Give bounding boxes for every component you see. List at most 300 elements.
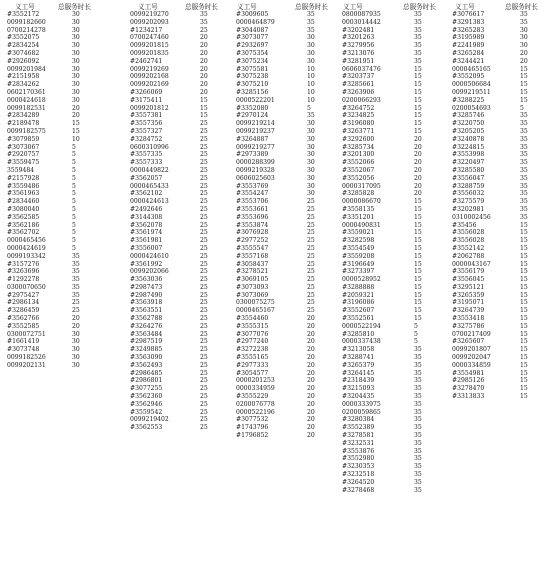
service-hours-cell: 20 [307, 400, 315, 408]
service-hours-cell: 15 [520, 252, 528, 260]
service-hours-cell: 30 [307, 49, 315, 57]
service-hours-cell: 15 [414, 112, 422, 120]
volunteer-id-cell: #3552142 [452, 244, 485, 252]
volunteer-id-cell: #3244421 [452, 57, 485, 65]
volunteer-id-cell: #3557333 [130, 159, 163, 167]
service-hours-cell: 35 [414, 400, 422, 408]
header-id-5: 义工号 [455, 3, 475, 11]
volunteer-id-cell: 0099219277 [236, 143, 275, 151]
service-hours-cell: 25 [200, 182, 208, 190]
volunteer-id-cell: #2059321 [342, 291, 375, 299]
service-hours-cell: 20 [200, 49, 208, 57]
volunteer-id-cell: #3552172 [7, 11, 40, 18]
service-hours-cell: 35 [520, 166, 528, 174]
service-hours-cell: 25 [307, 205, 315, 213]
volunteer-id-cell: 0099219402 [130, 416, 169, 424]
volunteer-id-cell: 0099219328 [236, 166, 275, 174]
volunteer-id-cell: 0606037476 [342, 65, 381, 73]
service-hours-cell: 25 [200, 198, 208, 206]
service-hours-cell: 15 [520, 346, 528, 354]
volunteer-id-cell: #3054577 [236, 369, 269, 377]
service-hours-cell: 25 [200, 416, 208, 424]
service-hours-cell: 25 [307, 283, 315, 291]
volunteer-id-cell: #3563484 [130, 330, 163, 338]
volunteer-id-cell: #3295121 [452, 283, 485, 291]
volunteer-id-cell: 0000337438 [342, 338, 381, 346]
volunteer-id-cell: #3556007 [130, 244, 163, 252]
service-hours-cell: 20 [72, 315, 80, 323]
volunteer-id-cell: #2318439 [342, 377, 375, 385]
service-hours-cell: 15 [414, 283, 422, 291]
volunteer-id-cell: #3552075 [7, 34, 40, 42]
service-hours-cell: 5 [72, 159, 76, 167]
service-hours-cell: 15 [520, 354, 528, 362]
service-hours-cell: 35 [307, 11, 315, 18]
volunteer-id-cell: 0099182660 [7, 18, 46, 26]
volunteer-id-cell: #3263906 [342, 88, 375, 96]
service-hours-cell: 25 [307, 221, 315, 229]
service-hours-cell: 20 [72, 112, 80, 120]
volunteer-id-cell: #3285810 [342, 330, 375, 338]
service-hours-cell: 25 [200, 26, 208, 34]
header-hours-3: 总服务时长 [295, 3, 328, 11]
volunteer-id-cell: #3275786 [452, 322, 485, 330]
volunteer-id-cell: #3561963 [7, 190, 40, 198]
service-hours-cell: 25 [72, 299, 80, 307]
volunteer-id-cell: #3553874 [236, 221, 269, 229]
volunteer-id-cell: #3556047 [452, 174, 485, 182]
header-hours-2: 总服务时长 [185, 3, 218, 11]
service-hours-cell: 30 [307, 182, 315, 190]
volunteer-id-cell: #3196080 [342, 120, 375, 128]
service-hours-cell: 5 [307, 104, 311, 112]
volunteer-id-cell: #3073069 [236, 291, 269, 299]
service-hours-cell: 20 [307, 385, 315, 393]
hours-column-2 [200, 11, 208, 432]
volunteer-id-cell: #3079859 [7, 135, 40, 143]
service-hours-cell: 5 [72, 229, 76, 237]
volunteer-id-cell: #2973389 [236, 151, 269, 159]
service-hours-cell: 35 [414, 57, 422, 65]
service-hours-cell: 25 [200, 291, 208, 299]
volunteer-id-cell: #2834460 [7, 198, 40, 206]
volunteer-id-cell: #3562360 [130, 393, 163, 401]
volunteer-id-cell: #3205205 [452, 127, 485, 135]
service-hours-cell: 5 [520, 104, 524, 112]
volunteer-id-cell: #3278470 [452, 385, 485, 393]
volunteer-id-cell: 0099202131 [7, 361, 46, 369]
volunteer-id-cell: 0200076778 [236, 400, 275, 408]
volunteer-id-cell: #3073093 [236, 283, 269, 291]
service-hours-cell: 15 [72, 127, 80, 135]
volunteer-id-cell: 0099201815 [130, 42, 169, 50]
service-hours-cell: 30 [72, 34, 80, 42]
volunteer-id-cell: 0003014442 [342, 18, 381, 26]
service-hours-cell: 10 [307, 96, 315, 104]
volunteer-id-cell: #2241989 [452, 42, 485, 50]
volunteer-id-cell: #3562102 [130, 190, 163, 198]
service-hours-cell: 35 [307, 26, 315, 34]
volunteer-id-cell: #3076928 [236, 229, 269, 237]
volunteer-id-cell: #2985126 [452, 377, 485, 385]
volunteer-id-cell: 0099219511 [452, 88, 491, 96]
volunteer-id-cell: #3195071 [452, 299, 485, 307]
service-hours-cell: 20 [414, 143, 422, 151]
service-hours-cell: 20 [307, 315, 315, 323]
service-hours-cell: 5 [72, 143, 76, 151]
volunteer-id-cell: #2189478 [7, 120, 40, 128]
service-hours-cell: 25 [200, 252, 208, 260]
volunteer-id-cell: #3232518 [342, 471, 375, 479]
volunteer-id-cell: #3264887 [236, 135, 269, 143]
volunteer-id-cell: #3554981 [452, 369, 485, 377]
volunteer-id-cell: #2977240 [236, 338, 269, 346]
volunteer-id-cell: #3075354 [236, 49, 269, 57]
service-hours-cell: 15 [520, 315, 528, 323]
service-hours-cell: 20 [200, 42, 208, 50]
service-hours-cell: 30 [72, 57, 80, 65]
volunteer-id-cell: #3080040 [7, 205, 40, 213]
service-hours-cell: 35 [520, 127, 528, 135]
volunteer-id-cell: #3559486 [7, 182, 40, 190]
volunteer-id-cell: #3264145 [342, 369, 375, 377]
volunteer-id-cell: #3069105 [236, 276, 269, 284]
volunteer-id-cell: #3075210 [236, 81, 269, 89]
volunteer-id-cell: 0000506684 [452, 81, 491, 89]
volunteer-id-cell: #2977333 [236, 361, 269, 369]
service-hours-cell: 15 [414, 260, 422, 268]
service-hours-cell: 20 [307, 338, 315, 346]
service-hours-cell: 35 [414, 424, 422, 432]
volunteer-id-cell: #3562078 [130, 221, 163, 229]
service-hours-cell: 20 [307, 408, 315, 416]
volunteer-id-cell: 0099202047 [452, 354, 491, 362]
volunteer-id-cell: #3264739 [452, 307, 485, 315]
service-hours-cell: 25 [307, 260, 315, 268]
id-column-3 [236, 11, 275, 440]
service-hours-cell: 25 [200, 369, 208, 377]
service-hours-cell: 25 [200, 190, 208, 198]
volunteer-id-cell: #3157276 [7, 260, 40, 268]
volunteer-id-cell: #3562585 [7, 213, 40, 221]
volunteer-id-cell: #3563036 [130, 276, 163, 284]
volunteer-id-cell: 0000334859 [452, 361, 491, 369]
volunteer-id-cell: #3553418 [452, 315, 485, 323]
volunteer-id-cell: 0099202066 [130, 268, 169, 276]
volunteer-id-cell: #3553661 [236, 205, 269, 213]
volunteer-id-cell: #3554247 [236, 190, 269, 198]
volunteer-id-cell: #3281951 [342, 57, 375, 65]
service-hours-cell: 15 [520, 369, 528, 377]
service-hours-cell: 5 [72, 213, 76, 221]
service-hours-cell: 25 [200, 338, 208, 346]
volunteer-id-cell: #3288888 [342, 283, 375, 291]
service-hours-cell: 15 [520, 237, 528, 245]
volunteer-id-cell: 0000522201 [236, 96, 275, 104]
service-hours-cell: 35 [520, 135, 528, 143]
volunteer-id-cell: #3144308 [130, 213, 163, 221]
volunteer-id-cell: #3280384 [342, 416, 375, 424]
volunteer-id-cell: 0099219214 [236, 120, 275, 128]
service-hours-cell: 20 [200, 81, 208, 89]
service-hours-cell: 25 [200, 268, 208, 276]
service-hours-cell: 30 [307, 190, 315, 198]
volunteer-id-cell: #3562946 [130, 400, 163, 408]
service-hours-cell: 20 [307, 377, 315, 385]
service-hours-cell: 35 [520, 11, 528, 18]
service-hours-cell: 35 [72, 276, 80, 284]
volunteer-id-cell: #2062788 [452, 252, 485, 260]
volunteer-id-cell: #3552095 [452, 73, 485, 81]
service-hours-cell: 15 [414, 96, 422, 104]
header-id-1: 义工号 [15, 3, 35, 11]
volunteer-id-cell: #3220750 [452, 120, 485, 128]
service-hours-cell: 25 [200, 135, 208, 143]
service-hours-cell: 35 [414, 416, 422, 424]
service-hours-cell: 15 [72, 120, 80, 128]
service-hours-cell: 15 [200, 112, 208, 120]
service-hours-cell: 25 [200, 408, 208, 416]
service-hours-cell: 30 [72, 330, 80, 338]
volunteer-id-cell: #3213058 [342, 346, 375, 354]
volunteer-id-cell: #2462741 [130, 57, 163, 65]
service-hours-cell: 25 [200, 151, 208, 159]
volunteer-id-cell: #2987490 [130, 291, 163, 299]
service-hours-cell: 25 [200, 424, 208, 432]
volunteer-id-cell: #3553696 [236, 213, 269, 221]
service-hours-cell: 35 [414, 447, 422, 455]
service-hours-cell: 15 [414, 252, 422, 260]
volunteer-id-cell: #3288741 [342, 354, 375, 362]
volunteer-id-cell: #3263696 [7, 268, 40, 276]
volunteer-id-cell: #3352080 [236, 104, 269, 112]
volunteer-id-cell: #3559542 [130, 408, 163, 416]
service-hours-cell: 25 [200, 361, 208, 369]
id-column-4 [342, 11, 381, 494]
volunteer-id-cell: #2987519 [130, 338, 163, 346]
service-hours-cell: 35 [414, 346, 422, 354]
service-hours-cell: 15 [414, 120, 422, 128]
volunteer-id-cell: #3562553 [130, 424, 163, 432]
header-hours-5: 总服务时长 [505, 3, 538, 11]
volunteer-id-cell: 0600310996 [130, 143, 169, 151]
service-hours-cell: 30 [72, 361, 80, 369]
service-hours-cell: 15 [414, 299, 422, 307]
service-hours-cell: 30 [307, 159, 315, 167]
volunteer-id-cell: #3263771 [342, 127, 375, 135]
service-hours-cell: 15 [200, 104, 208, 112]
service-hours-cell: 5 [72, 174, 76, 182]
service-hours-cell: 35 [414, 369, 422, 377]
service-hours-cell: 35 [520, 151, 528, 159]
volunteer-id-cell: #3285746 [452, 112, 485, 120]
volunteer-id-cell: #3196086 [342, 299, 375, 307]
volunteer-id-cell: #3563551 [130, 307, 163, 315]
volunteer-id-cell: #2977252 [236, 237, 269, 245]
volunteer-id-cell: #3552561 [342, 315, 375, 323]
volunteer-id-cell: 0000465165 [452, 65, 491, 73]
service-hours-cell: 5 [414, 338, 418, 346]
service-hours-cell: 35 [414, 11, 422, 18]
service-hours-cell: 15 [414, 88, 422, 96]
service-hours-cell: 25 [307, 276, 315, 284]
service-hours-cell: 15 [414, 205, 422, 213]
volunteer-id-cell: #3557356 [130, 120, 163, 128]
volunteer-id-cell: #2986134 [7, 299, 40, 307]
volunteer-id-cell: #2920757 [7, 151, 40, 159]
volunteer-id-cell: #3559208 [342, 252, 375, 260]
service-hours-cell: 25 [200, 346, 208, 354]
volunteer-id-cell: #3202981 [452, 205, 485, 213]
service-hours-cell: 15 [520, 385, 528, 393]
volunteer-id-cell: 0000522196 [236, 408, 275, 416]
service-hours-cell: 20 [307, 361, 315, 369]
service-hours-cell: 20 [414, 190, 422, 198]
volunteer-id-cell: #2834262 [7, 81, 40, 89]
service-hours-cell: 35 [520, 143, 528, 151]
service-hours-cell: 20 [307, 330, 315, 338]
volunteer-id-cell: #3288225 [452, 96, 485, 104]
service-hours-cell: 35 [520, 174, 528, 182]
service-hours-cell: 35 [414, 34, 422, 42]
service-hours-cell: 15 [520, 65, 528, 73]
volunteer-id-cell: 0099201812 [130, 104, 169, 112]
volunteer-id-cell: 0000522194 [342, 322, 381, 330]
service-hours-cell: 35 [414, 354, 422, 362]
service-hours-cell: 5 [72, 151, 76, 159]
service-hours-cell: 35 [72, 252, 80, 260]
volunteer-id-cell: #2986485 [130, 369, 163, 377]
service-hours-cell: 30 [72, 26, 80, 34]
service-hours-cell: 5 [414, 322, 418, 330]
service-hours-cell: 35 [414, 42, 422, 50]
header-id-4: 义工号 [343, 3, 363, 11]
volunteer-id-cell: #3285580 [452, 166, 485, 174]
volunteer-id-cell: 0000424613 [130, 198, 169, 206]
volunteer-id-cell: 0300070650 [7, 283, 46, 291]
volunteer-id-cell: 0099182526 [7, 354, 46, 362]
volunteer-id-cell: #3232531 [342, 439, 375, 447]
volunteer-id-cell: #3552389 [342, 424, 375, 432]
volunteer-id-cell: #3265284 [452, 49, 485, 57]
volunteer-id-cell: #3553998 [452, 151, 485, 159]
volunteer-id-cell: #3224815 [452, 143, 485, 151]
volunteer-id-cell: #3556028 [452, 229, 485, 237]
volunteer-id-cell: #3240878 [452, 135, 485, 143]
service-hours-cell: 15 [520, 361, 528, 369]
service-hours-cell: 15 [414, 73, 422, 81]
service-hours-cell: 25 [200, 221, 208, 229]
volunteer-id-cell: #3559021 [342, 229, 375, 237]
volunteer-id-cell: 0000424619 [7, 244, 46, 252]
volunteer-id-cell: #1743796 [236, 424, 269, 432]
volunteer-id-cell: #3562493 [130, 361, 163, 369]
service-hours-cell: 20 [307, 432, 315, 440]
service-hours-cell: 15 [520, 244, 528, 252]
hours-column-4 [414, 11, 422, 494]
volunteer-id-cell: #3264520 [342, 478, 375, 486]
service-hours-cell: 35 [414, 408, 422, 416]
volunteer-id-cell: #3555547 [236, 244, 269, 252]
service-hours-cell: 35 [520, 18, 528, 26]
volunteer-id-cell: #3266069 [130, 88, 163, 96]
service-hours-cell: 10 [307, 81, 315, 89]
volunteer-id-cell: #3265359 [452, 291, 485, 299]
service-hours-cell: 20 [414, 151, 422, 159]
service-hours-cell: 25 [307, 229, 315, 237]
service-hours-cell: 30 [72, 42, 80, 50]
volunteer-id-cell: 0000043167 [452, 260, 491, 268]
service-hours-cell: 15 [414, 81, 422, 89]
service-hours-cell: 35 [520, 159, 528, 167]
service-hours-cell: 35 [414, 49, 422, 57]
service-hours-cell: 20 [414, 182, 422, 190]
volunteer-id-cell: 0000201253 [236, 377, 275, 385]
service-hours-cell: 25 [200, 330, 208, 338]
service-hours-cell: 15 [414, 237, 422, 245]
service-hours-cell: 30 [520, 34, 528, 42]
service-hours-cell: 30 [72, 65, 80, 73]
service-hours-cell: 15 [414, 244, 422, 252]
service-hours-cell: 15 [520, 73, 528, 81]
id-column-1 [7, 11, 46, 370]
service-hours-cell: 15 [520, 283, 528, 291]
service-hours-cell: 30 [307, 42, 315, 50]
volunteer-id-cell: #3077532 [236, 416, 269, 424]
service-hours-cell: 25 [200, 260, 208, 268]
service-hours-cell: 25 [200, 393, 208, 401]
service-hours-cell: 35 [414, 361, 422, 369]
service-hours-cell: 15 [520, 393, 528, 401]
volunteer-id-cell: 0606025603 [236, 174, 275, 182]
service-hours-cell: 15 [520, 221, 528, 229]
service-hours-cell: 30 [307, 57, 315, 65]
service-hours-cell: 15 [520, 260, 528, 268]
service-hours-cell: 35 [200, 18, 208, 26]
service-hours-cell: 30 [307, 34, 315, 42]
service-hours-cell: 5 [72, 244, 76, 252]
service-hours-cell: 25 [307, 237, 315, 245]
volunteer-id-cell: 0000086670 [342, 198, 381, 206]
volunteer-id-cell: #3288759 [452, 182, 485, 190]
service-hours-cell: 35 [414, 471, 422, 479]
volunteer-id-cell: #3204435 [342, 393, 375, 401]
volunteer-id-cell: #3075234 [236, 57, 269, 65]
volunteer-id-cell: #3552056 [342, 174, 375, 182]
service-hours-cell: 20 [414, 135, 422, 143]
service-hours-cell: 15 [520, 268, 528, 276]
service-hours-cell: 25 [200, 127, 208, 135]
volunteer-id-cell: #3058437 [236, 260, 269, 268]
volunteer-id-cell: 0099182575 [7, 127, 46, 135]
volunteer-id-cell: #3279956 [342, 42, 375, 50]
volunteer-id-cell: #3562057 [130, 174, 163, 182]
service-hours-cell: 10 [307, 88, 315, 96]
volunteer-id-cell: #3556179 [452, 268, 485, 276]
service-hours-cell: 20 [200, 34, 208, 42]
volunteer-id-cell: 0000424610 [130, 252, 169, 260]
volunteer-id-cell: 0300075275 [236, 299, 275, 307]
service-hours-cell: 15 [520, 330, 528, 338]
volunteer-id-cell: #2987473 [130, 283, 163, 291]
service-hours-cell: 25 [200, 229, 208, 237]
service-hours-cell: 20 [307, 369, 315, 377]
service-hours-cell: 30 [307, 127, 315, 135]
volunteer-id-cell: #3562702 [7, 229, 40, 237]
volunteer-id-cell: #3201300 [342, 151, 375, 159]
service-hours-cell: 25 [200, 283, 208, 291]
service-hours-cell: 35 [414, 463, 422, 471]
